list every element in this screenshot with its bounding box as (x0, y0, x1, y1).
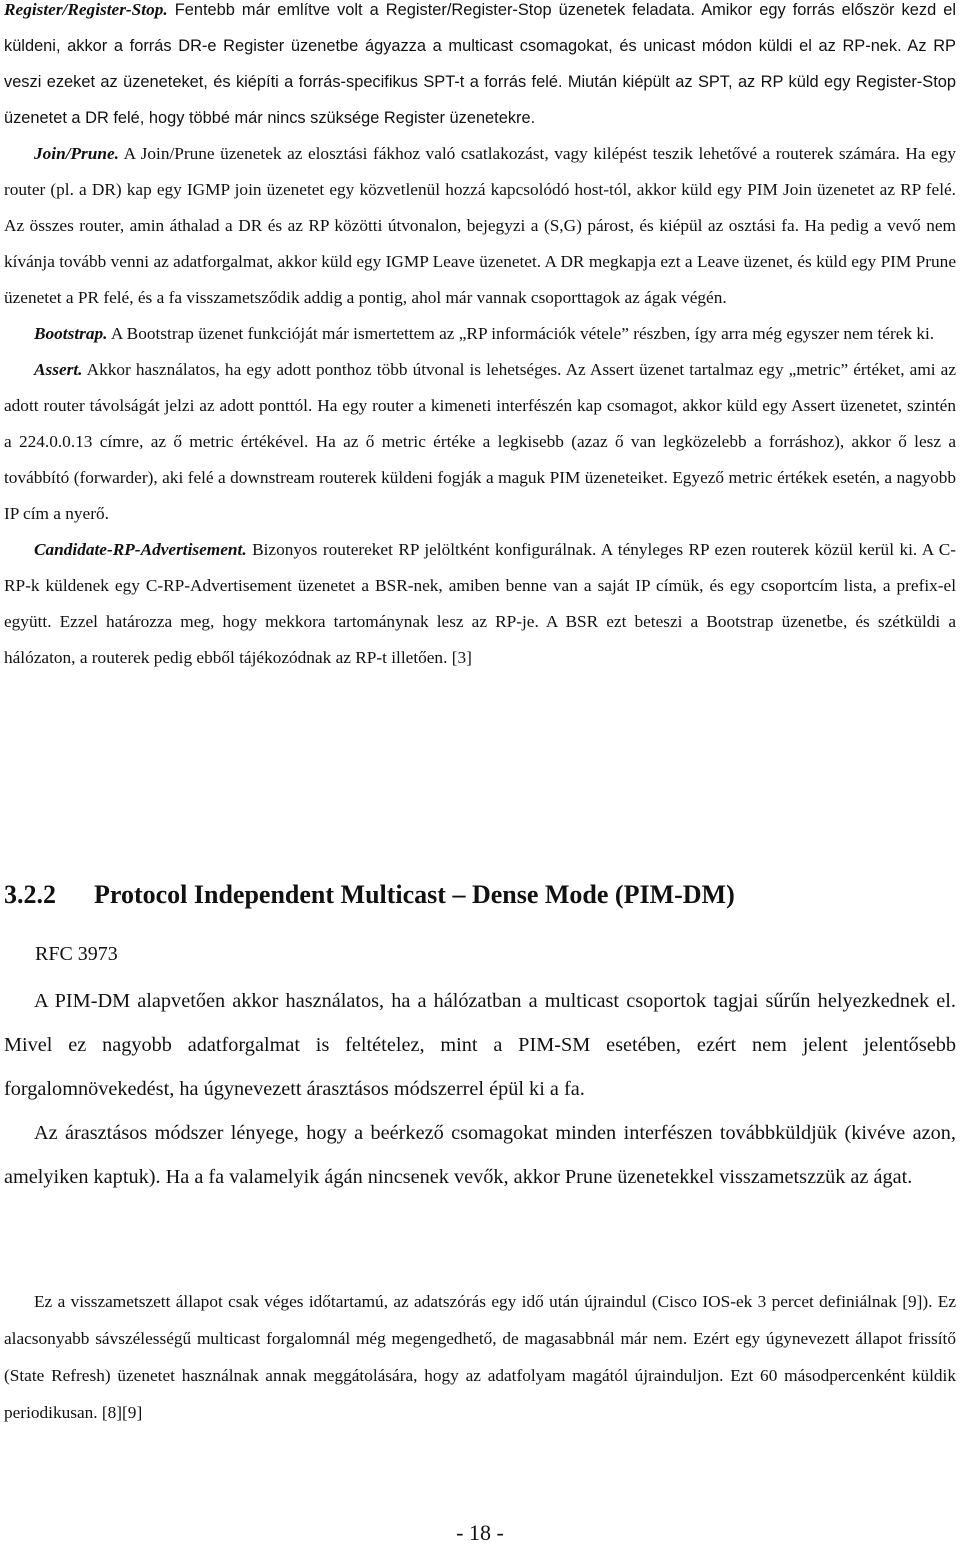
paragraph-assert (0, 352, 956, 532)
paragraph-bootstrap-text: A Bootstrap üzenet funkcióját már ismertettem az „RP információk vétele” részben, így arra még egyszer nem térek ki. (107, 324, 935, 343)
paragraph-register-text: Fentebb már említve volt a Register/Register-Stop üzenetek feladata. Amikor egy forrás először kezd el küldeni, akkor a forrás DR-e Register üzenetbe ágyazza a multicast csomagokat, és unicast módon küldi el az RP-nek. Az RP veszi ezeket az üzeneteket, és kiépíti a forrás-specifikus SPT-t a forrás felé. Miután kiépült az SPT, az RP küld egy Register-Stop üzenetet a DR felé, hogy többé már nincs szüksége Register üzenetekre. (4, 1, 956, 127)
page-number: - 18 - (456, 1520, 504, 1545)
paragraph-join-prune-text: A Join/Prune üzenetek az elosztási fákhoz való csatlakozást, vagy kilépést teszik lehetővé a routerek számára. Ha egy router (pl. a DR) kap egy IGMP join üzenetet egy közvetlenül hozzá kapcsolódó host-tól, akkor küld egy PIM Join üzenetet az RP felé. Az összes router, amin áthalad a DR és az RP közötti útvonalon, bejegyzi a (S,G) párost, és kiépül az osztási fa. Ha pedig a vevő nem kívánja tovább venni az adatforgalmat, akkor küld egy IGMP Leave üzenetet. A DR megkapja ezt a Leave üzenet, és küld egy PIM Prune üzenetet a PR felé, és a fa visszametsződik addig a pontig, ahol már vannak csoporttagok az ágak végén. (4, 144, 956, 307)
section-title: Protocol Independent Multicast – Dense Mode (PIM-DM) (94, 880, 735, 909)
paragraph-bootstrap (0, 316, 956, 352)
term-register: Register/Register-Stop. (4, 0, 168, 19)
term-join-prune: Join/Prune. (34, 144, 119, 163)
paragraph-pim-dm-intro: A PIM-DM alapvetően akkor használatos, ha a hálózatban a multicast csoportok tagjai sűrűn helyezkednek el. Mivel ez nagyobb adatforgalmat is feltételez, mint a PIM-SM esetében, ezért nem jelent jelentősebb forgalomnövekedést, ha úgynevezett árasztásos módszerrel épül ki a fa. (4, 990, 956, 1100)
rfc-reference: RFC 3973 (35, 943, 118, 965)
paragraph-candidate-rp-text: Bizonyos routereket RP jelöltként konfigurálnak. A tényleges RP ezen routerek közül kerül ki. A C-RP-k küldenek egy C-RP-Advertisement üzenetet a BSR-nek, amiben benne van a saját IP címük, és egy csoportcím lista, a prefix-el együtt. Ezzel határozza meg, hogy mekkora tartománynak lesz az RP-je. A BSR ezt beteszi a Bootstrap üzenetbe, és szétküldi a hálózaton, a routerek pedig ebből tájékozódnak az RP-t illetően. [3] (4, 540, 956, 667)
term-candidate-rp: Candidate-RP-Advertisement. (34, 540, 247, 559)
term-assert: Assert. (34, 360, 83, 379)
paragraph-candidate-rp (0, 532, 956, 676)
paragraph-register (0, 0, 956, 136)
section-number: 3.2.2 (4, 880, 56, 909)
paragraph-flooding: Az árasztásos módszer lényege, hogy a beérkező csomagokat minden interfészen továbbküldjük (kivéve azon, amelyiken kaptuk). Ha a fa valamelyik ágán nincsenek vevők, akkor Prune üzenetekkel visszametszzük az ágat. (4, 1122, 956, 1188)
term-bootstrap: Bootstrap. (34, 324, 108, 343)
section-heading (4, 875, 956, 915)
state-refresh-section (0, 1283, 956, 1431)
paragraph-join-prune (0, 136, 956, 316)
pim-dm-intro (0, 979, 956, 1199)
paragraph-state-refresh: Ez a visszametszett állapot csak véges időtartamú, az adatszórás egy idő után újraindul (Cisco IOS-ek 3 percet definiálnak [9]). Ez alacsonyabb sávszélességű multicast forgalomnál még megengedhető, de magasabbnál már nem. Ezért egy úgynevezett állapot frissítő (State Refresh) üzenetet használnak annak meggátolására, hogy az adatfolyam magától újrainduljon. Ezt 60 másodpercenként küldik periodikusan. [8][9] (4, 1292, 956, 1422)
paragraph-assert-text: Akkor használatos, ha egy adott ponthoz több útvonal is lehetséges. Az Assert üzenet tartalmaz egy „metric” értéket, ami az adott router távolságát jelzi az adott ponttól. Ha egy router a kimeneti interfészén kap csomagot, akkor küld egy Assert üzenetet, szintén a 224.0.0.13 címre, az ő metric értékével. Ha az ő metric értéke a legkisebb (azaz ő van legközelebb a forráshoz), akkor ő lesz a továbbító (forwarder), aki felé a downstream routerek küldeni fogják a maguk PIM üzeneteiket. Egyező metric értékek esetén, a nagyobb IP cím a nyerő. (4, 360, 956, 523)
message-types-section (0, 0, 956, 676)
